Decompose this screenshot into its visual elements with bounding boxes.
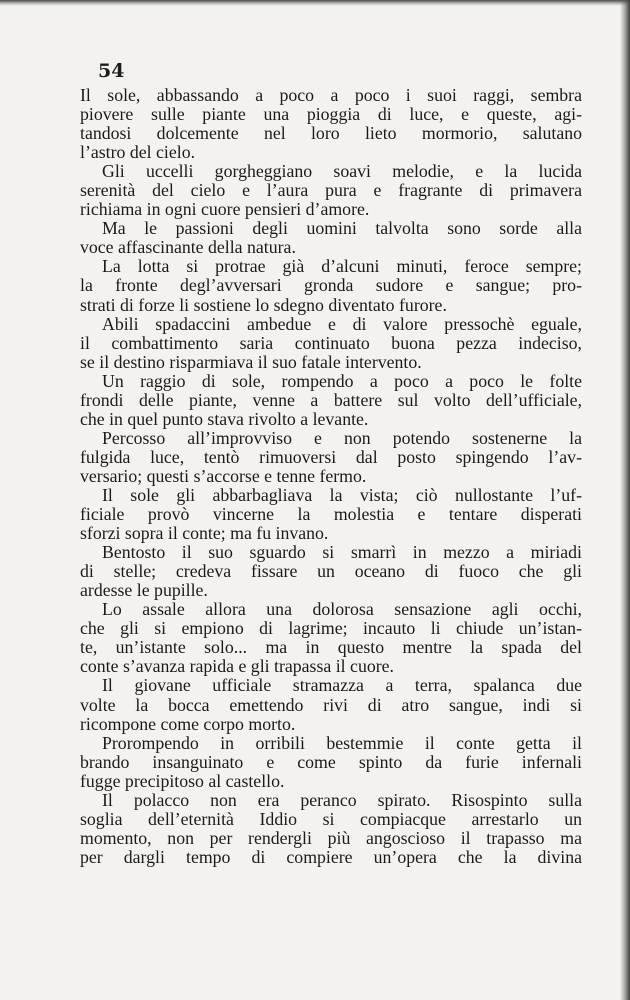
text-line: conte s’avanza rapida e gli trapassa il cuore. (80, 656, 394, 677)
paragraph (80, 257, 582, 314)
paragraph (80, 315, 582, 372)
text-line: che in quel punto stava rivolto a levante. (80, 408, 369, 429)
paragraph (80, 86, 582, 162)
text-line: versario; questi s’accorse e tenne fermo. (80, 465, 367, 486)
text-line: Il giovane ufficiale stramazza a terra, spalanca due (102, 675, 582, 696)
text-line: che gli si empiono di lagrime; incauto li chiude un’istan- (80, 618, 582, 639)
text-line: frondi delle piante, venne a battere sul volto dell’ufficiale, (80, 389, 582, 410)
paragraph (80, 486, 582, 543)
text-line: tandosi dolcemente nel loro lieto mormorio, salutano (80, 123, 582, 144)
text-line: sforzi sopra il conte; ma fu invano. (80, 523, 329, 544)
text-line: Un raggio di sole, rompendo a poco a poco le folte (102, 370, 582, 391)
text-line: ficiale provò vincerne la molestia e tentare disperati (80, 504, 582, 525)
text-line: per dargli tempo di compiere un’opera che la divina (80, 846, 582, 867)
text-line: Prorompendo in orribili bestemmie il conte getta il (102, 732, 582, 753)
paragraph (80, 676, 582, 733)
text-line: Percosso all’improvviso e non potendo sostenerne la (102, 427, 582, 448)
text-line: l’astro del cielo. (80, 142, 196, 163)
text-line: Gli uccelli gorgheggiano soavi melodie, e la lucida (102, 161, 582, 182)
text-line: serenità del cielo e l’aura pura e fragrante di primavera (80, 180, 582, 201)
paragraph (80, 219, 582, 257)
text-line: strati di forze li sostiene lo sdegno diventato furore. (80, 294, 447, 315)
text-line: Ma le passioni degli uomini talvolta sono sorde alla (102, 218, 582, 239)
text-line: ricompone come corpo morto. (80, 713, 296, 734)
text-line: se il destino risparmiava il suo fatale intervento. (80, 351, 422, 372)
text-line: brando insanguinato e come spinto da furie infernali (80, 751, 582, 772)
text-line: soglia dell’eternità Iddio si compiacque arrestarlo un (80, 808, 582, 829)
text-line: fugge precipitoso al castello. (80, 770, 285, 791)
page-top-shadow (0, 0, 630, 6)
text-line: La lotta si protrae già d’alcuni minuti, feroce sempre; (102, 256, 582, 277)
text-line: il combattimento saria continuato buona pezza indeciso, (80, 332, 582, 353)
text-line: Bentosto il suo sguardo si smarrì in mezzo a miriadi (102, 542, 582, 563)
text-line: la fronte degl’avversari gronda sudore e sangue; pro- (80, 275, 582, 296)
paragraph (80, 734, 582, 791)
text-line: ardesse le pupille. (80, 580, 208, 601)
text-line: Il sole gli abbarbagliava la vista; ciò nullostante l’uf- (102, 484, 582, 505)
text-line: momento, non per rendergli più angoscioso il trapasso ma (80, 827, 582, 848)
paragraph (80, 372, 582, 429)
body-text (80, 86, 582, 867)
paragraph (80, 600, 582, 676)
text-line: fulgida luce, tentò rimuoversi dal posto spingendo l’av- (80, 446, 582, 467)
paragraph (80, 429, 582, 486)
text-line: piovere sulle piante una pioggia di luce, e queste, agi- (80, 104, 582, 125)
text-line: Lo assale allora una dolorosa sensazione agli occhi, (102, 599, 582, 620)
text-line: volte la bocca emettendo rivi di atro sangue, indi si (80, 694, 582, 715)
text-line: Il sole, abbassando a poco a poco i suoi raggi, sembra (80, 85, 582, 105)
paragraph (80, 791, 582, 867)
page-right-shadow (620, 0, 630, 1000)
text-line: te, un’istante solo... ma in questo mentre la spada del (80, 637, 582, 658)
paragraph (80, 162, 582, 219)
text-line: voce affascinante della natura. (80, 237, 296, 258)
text-line: richiama in ogni cuore pensieri d’amore. (80, 199, 370, 220)
page-number: 54 (98, 60, 125, 82)
text-line: di stelle; credeva fissare un oceano di fuoco che gli (80, 561, 582, 582)
text-line: Il polacco non era peranco spirato. Risospinto sulla (102, 789, 582, 810)
text-line: Abili spadaccini ambedue e di valore pressochè eguale, (102, 313, 582, 334)
paragraph (80, 543, 582, 600)
